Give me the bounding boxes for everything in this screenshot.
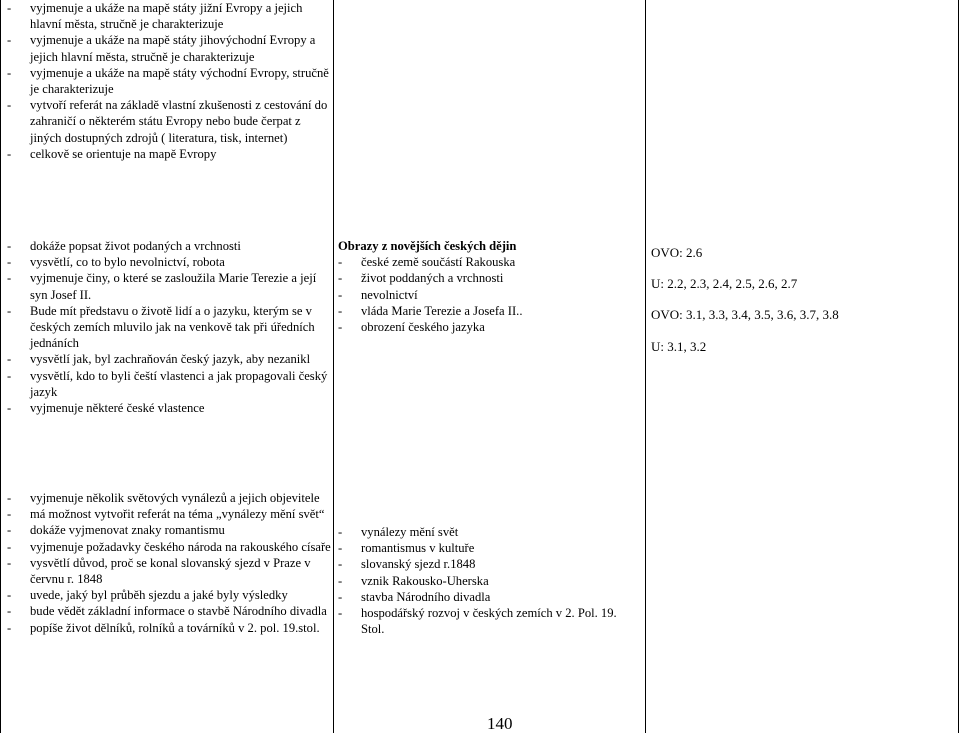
list-item: - vysvětlí důvod, proč se konal slovanský sjezd v Praze v červnu r. 1848 [7,555,332,587]
list-item: - dokáže popsat život podaných a vrchnosti [7,238,332,254]
list-item: - vyjmenuje a ukáže na mapě státy východní Evropy, stručně je charakterizuje [7,65,332,97]
table-right-border [958,0,959,733]
list-item: - vyjmenuje a ukáže na mapě státy jižní Evropy a jejich hlavní města, stručně je charakterizuje [7,0,332,32]
list-item: - české země součástí Rakouska [338,254,638,270]
ovo-code: OVO: 3.1, 3.3, 3.4, 3.5, 3.6, 3.7, 3.8 [651,307,839,323]
list-item: - nevolnictví [338,287,638,303]
row3-topics [338,524,638,637]
row2-outputs [7,238,332,416]
list-item: - vyjmenuje a ukáže na mapě státy jihovýchodní Evropy a jejich hlavní města, stručně je charakterizuje [7,32,332,64]
table-left-border [0,0,1,733]
list-item: - vyjmenuje několik světových vynálezů a jejich objevitele [7,490,332,506]
list-item: - vysvětlí jak, byl zachraňován český jazyk, aby nezanikl [7,351,332,367]
list-item: - romantismus v kultuře [338,540,638,556]
list-item: - hospodářský rozvoj v českých zemích v 2. Pol. 19. Stol. [338,605,638,637]
list-item: - vláda Marie Terezie a Josefa II.. [338,303,638,319]
list-item: - má možnost vytvořit referát na téma „vynálezy mění svět“ [7,506,332,522]
list-item: - obrození českého jazyka [338,319,638,335]
row1-outputs [7,0,332,162]
row2-ovo-codes [651,245,951,370]
list-item: - popíše život dělníků, rolníků a továrníků v 2. pol. 19.stol. [7,620,332,636]
list-item: - vyjmenuje požadavky českého národa na rakouského císaře [7,539,332,555]
list-item: - vyjmenuje činy, o které se zasloužila Marie Terezie a její syn Josef II. [7,270,332,302]
list-item: - vytvoří referát na základě vlastní zkušenosti z cestování do zahraničí o některém státu Evropy nebo bude čerpat z jiných dostupných zdrojů ( literatura, tisk, internet) [7,97,332,146]
page-number: 140 [487,714,513,733]
list-item: - stavba Národního divadla [338,589,638,605]
list-item: - vyjmenuje některé české vlastence [7,400,332,416]
table-column-divider-1 [333,0,334,733]
topic-heading: Obrazy z novějších českých dějin [338,239,517,253]
ovo-code: U: 2.2, 2.3, 2.4, 2.5, 2.6, 2.7 [651,276,798,292]
list-item: - slovanský sjezd r.1848 [338,556,638,572]
list-item: - vynálezy mění svět [338,524,638,540]
list-item: - vznik Rakousko-Uherska [338,573,638,589]
list-item: - vysvětlí, co to bylo nevolnictví, robota [7,254,332,270]
list-item: - bude vědět základní informace o stavbě Národního divadla [7,603,332,619]
table-column-divider-2 [645,0,646,733]
list-item: - celkově se orientuje na mapě Evropy [7,146,332,162]
row2-topics [338,238,638,335]
list-item: - dokáže vyjmenovat znaky romantismu [7,522,332,538]
list-item: - život poddaných a vrchnosti [338,270,638,286]
row3-outputs [7,490,332,636]
ovo-code: OVO: 2.6 [651,245,703,260]
list-item: - Bude mít představu o životě lidí a o jazyku, kterým se v českých zemích mluvilo jak na venkově tak při úředních jednáních [7,303,332,352]
list-item: - vysvětlí, kdo to byli čeští vlastenci a jak propagovali český jazyk [7,368,332,400]
ovo-code: U: 3.1, 3.2 [651,338,707,354]
list-item: - uvede, jaký byl průběh sjezdu a jaké byly výsledky [7,587,332,603]
